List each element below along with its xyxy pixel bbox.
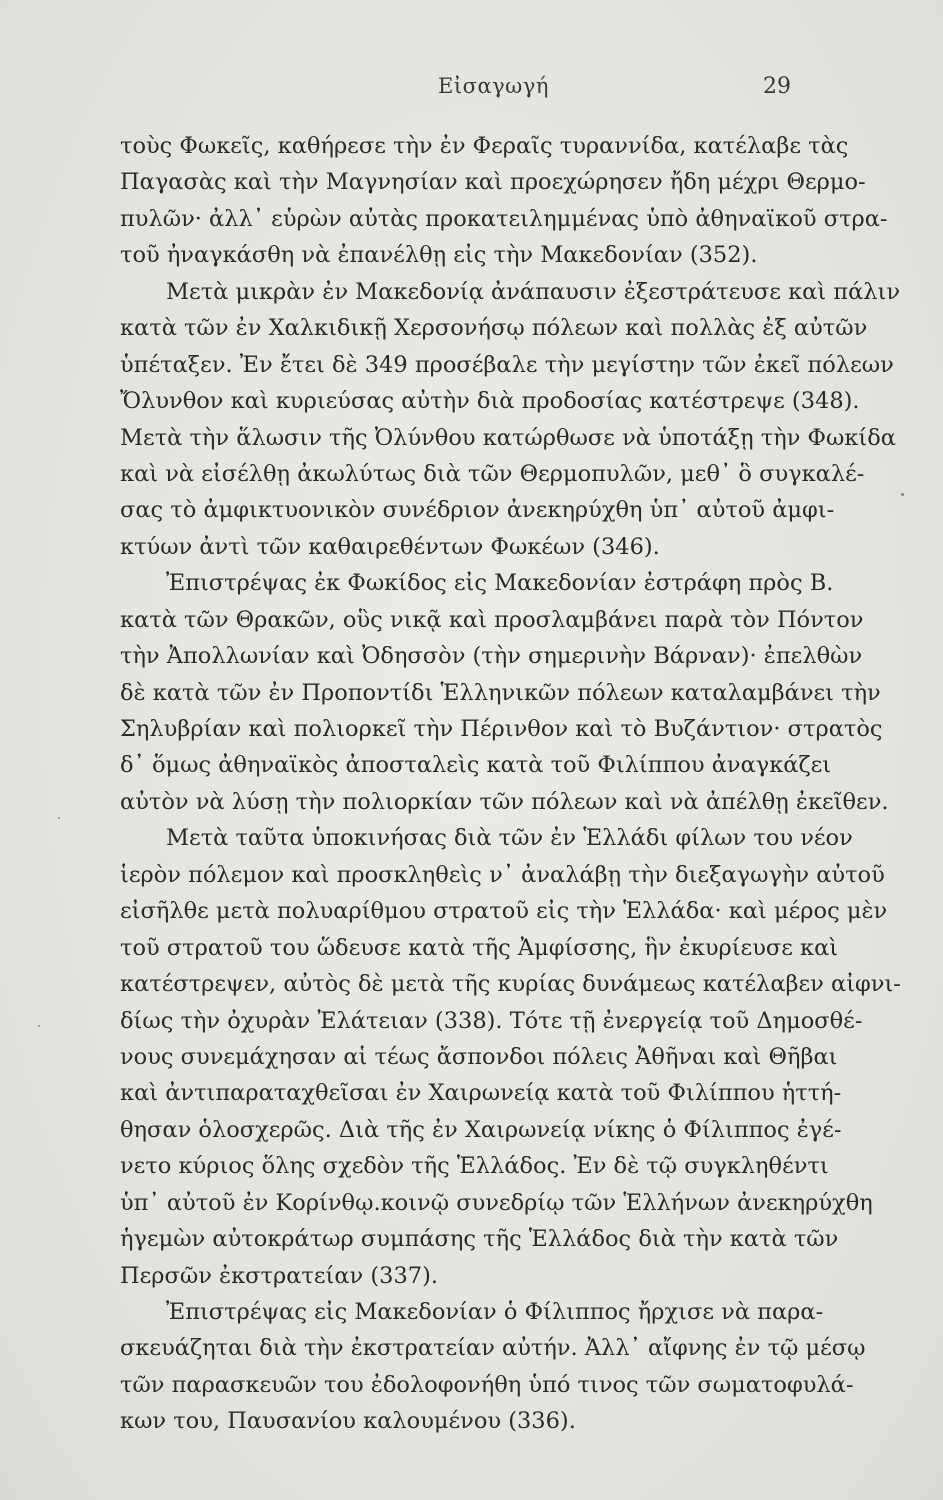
text-line: Παγασὰς καὶ τὴν Μαγνησίαν καὶ προεχώρησεν ἤδη μέχρι Θερμο-	[120, 169, 866, 196]
text-line: δίως τὴν ὀχυρὰν Ἐλάτειαν (338). Τότε τῇ ἐνεργείᾳ τοῦ Δημοσθέ-	[120, 1007, 863, 1034]
text-line: κατὰ τῶν ἐν Χαλκιδικῇ Χερσονήσῳ πόλεων καὶ πολλὰς ἐξ αὐτῶν	[120, 315, 868, 342]
chapter-title-text: Εἰσαγωγή	[438, 74, 549, 98]
paper-speck	[38, 1025, 40, 1027]
text-line: καὶ νὰ εἰσέλθῃ ἀκωλύτως διὰ τῶν Θερμοπυλῶν, μεθ᾽ ὃ συγκαλέ-	[120, 460, 865, 487]
paper-speck	[58, 817, 60, 819]
text-line: Μετὰ μικρὰν ἐν Μακεδονίᾳ ἀνάπαυσιν ἐξεστράτευσε καὶ πάλιν	[166, 278, 901, 305]
text-line: ἱερὸν πόλεμον καὶ προσκληθεὶς ν᾽ ἀναλάβῃ τὴν διεξαγωγὴν αὐτοῦ	[120, 861, 885, 888]
text-line: σας τὸ ἀμφικτυονικὸν συνέδριον ἀνεκηρύχθη ὑπ᾽ αὐτοῦ ἀμφι-	[120, 497, 835, 524]
text-line: κατέστρεψεν, αὐτὸς δὲ μετὰ τῆς κυρίας δυνάμεως κατέλαβεν αἰφνι-	[120, 971, 901, 998]
text-line: Μετὰ ταῦτα ὑποκινήσας διὰ τῶν ἐν Ἑλλάδι φίλων του νέον	[166, 825, 853, 852]
text-line: σκευάζηται διὰ τὴν ἐκστρατείαν αὐτήν. Ἀλλ᾽ αἴφνης ἐν τῷ μέσῳ	[120, 1335, 866, 1362]
text-line: πυλῶν· ἀλλ᾽ εὑρὼν αὐτὰς προκατειλημμένας ὑπὸ ἀθηναϊκοῦ στρα-	[120, 205, 888, 232]
text-line: τὴν Ἀπολλωνίαν καὶ Ὀδησσὸν (τὴν σημερινὴν Βάρναν)· ἐπελθὼν	[120, 643, 863, 670]
chapter-title	[0, 74, 943, 98]
text-line: Ἐπιστρέψας εἰς Μακεδονίαν ὁ Φίλιππος ἤρχισε νὰ παρα-	[166, 1299, 824, 1325]
text-line: τοῦ ἠναγκάσθη νὰ ἐπανέλθῃ εἰς τὴν Μακεδονίαν (352).	[120, 242, 758, 269]
text-line: νους συνεμάχησαν αἱ τέως ἄσπονδοι πόλεις Ἀθῆναι καὶ Θῆβαι	[120, 1043, 838, 1070]
text-line: θησαν ὁλοσχερῶς. Διὰ τῆς ἐν Χαιρωνείᾳ νίκης ὁ Φίλιππος ἐγέ-	[120, 1116, 842, 1143]
text-line: εἰσῆλθε μετὰ πολυαρίθμου στρατοῦ εἰς τὴν Ἑλλάδα· καὶ μέρος μὲν	[120, 898, 888, 925]
text-line: κων του, Παυσανίου καλουμένου (336).	[120, 1408, 576, 1435]
text-line: Ἐπιστρέψας ἐκ Φωκίδος εἰς Μακεδονίαν ἐστράφη πρὸς Β.	[166, 570, 834, 597]
text-line: ἡγεμὼν αὐτοκράτωρ συμπάσης τῆς Ἑλλάδος διὰ τὴν κατὰ τῶν	[120, 1226, 839, 1253]
text-line: νετο κύριος ὅλης σχεδὸν τῆς Ἑλλάδος. Ἐν δὲ τῷ συγκληθέντι	[120, 1153, 829, 1180]
text-line: αὐτὸν νὰ λύσῃ τὴν πολιορκίαν τῶν πόλεων καὶ νὰ ἀπέλθῃ ἐκεῖθεν.	[120, 788, 889, 815]
text-line: δ᾽ ὅμως ἀθηναϊκὸς ἀποσταλεὶς κατὰ τοῦ Φιλίππου ἀναγκάζει	[120, 752, 832, 779]
text-line: Περσῶν ἐκστρατείαν (337).	[120, 1262, 439, 1289]
text-line: Σηλυβρίαν καὶ πολιορκεῖ τὴν Πέρινθον καὶ τὸ Βυζάντιον· στρατὸς	[120, 716, 883, 742]
text-line: Ὄλυνθον καὶ κυριεύσας αὐτὴν διὰ προδοσίας κατέστρεψε (348).	[120, 388, 860, 415]
text-line: κτύων ἀντὶ τῶν καθαιρεθέντων Φωκέων (346).	[120, 533, 660, 560]
running-head	[0, 74, 943, 104]
text-line: τοὺς Φωκεῖς, καθήρεσε τὴν ἐν Φεραῖς τυραννίδα, κατέλαβε τὰς	[120, 133, 849, 159]
body-text	[120, 128, 901, 1440]
text-line: ὑπέταξεν. Ἐν ἔτει δὲ 349 προσέβαλε τὴν μεγίστην τῶν ἐκεῖ πόλεων	[120, 351, 894, 378]
text-line: τοῦ στρατοῦ του ὥδευσε κατὰ τῆς Ἀμφίσσης, ἣν ἐκυρίευσε καὶ	[120, 934, 839, 961]
text-line: τῶν παρασκευῶν του ἐδολοφονήθη ὑπό τινος τῶν σωματοφυλά-	[120, 1371, 854, 1398]
text-line: κατὰ τῶν Θρακῶν, οὓς νικᾷ καὶ προσλαμβάνει παρὰ τὸν Πόντον	[120, 606, 864, 633]
text-line: Μετὰ τὴν ἅλωσιν τῆς Ὀλύνθου κατώρθωσε νὰ ὑποτάξῃ τὴν Φωκίδα	[120, 424, 896, 451]
text-line: καὶ ἀντιπαραταχθεῖσαι ἐν Χαιρωνείᾳ κατὰ τοῦ Φιλίππου ἡττή-	[120, 1080, 842, 1107]
text-line: δὲ κατὰ τῶν ἐν Προποντίδι Ἑλληνικῶν πόλεων καταλαμβάνει τὴν	[120, 679, 881, 706]
page-number: 29	[763, 74, 791, 99]
text-line: ὑπ᾽ αὐτοῦ ἐν Κορίνθῳ.κοινῷ συνεδρίῳ τῶν Ἑλλήνων ἀνεκηρύχθη	[120, 1189, 873, 1216]
paper-speck	[901, 493, 904, 496]
